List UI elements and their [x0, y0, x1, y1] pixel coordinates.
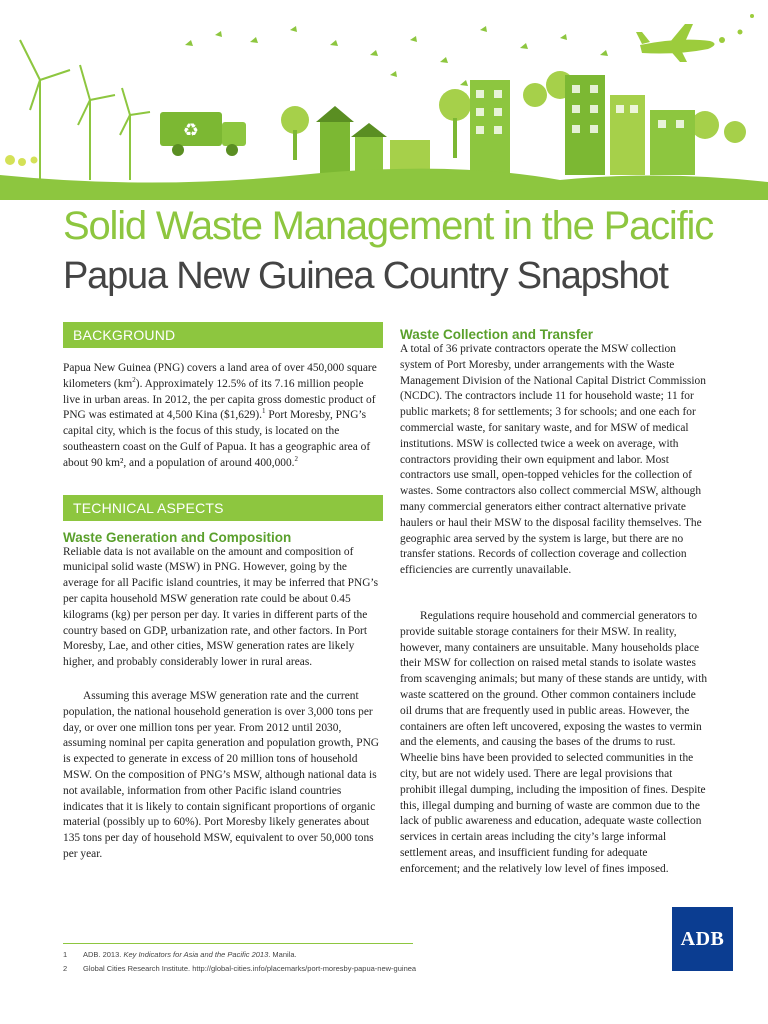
flower-icon: [719, 14, 754, 43]
footnote-divider: [63, 943, 413, 944]
banner-illustration: [0, 0, 768, 200]
svg-text:♻: ♻: [182, 120, 200, 141]
buildings-decoration: [316, 75, 695, 175]
waste-generation-paragraph-2: Assuming this average MSW generation rate and the current population, the national household generation is over 3,000 tons per day, or over one million tons per year. From 2012 until 2030, assuming nominal per capita generation and population growth, PNG is expected to generate in excess of 20 million tons of household MSW. On the composition of PNG’s MSW, although national data is not available, information from other Pacific island countries indicates that it is likely to contain significant proportions of organic material (possibly up to 60%). Port Moresby likely generates about 135 tons per day of household MSW, equivalent to over 50,000 tons per year.: [63, 689, 380, 860]
wind-turbine-icon: [20, 40, 150, 180]
waste-collection-paragraph-2: Regulations require household and commercial generators to provide suitable storage containers for their MSW. In reality, however, many containers are unsuitable. Many households place their MSW for collection on raised metal stands to isolate wastes from scavenging animals; but many of these stands are untidy, with waste scattered on the ground. Other common containers include oil drums that are frequently used in public areas. However, the containers are often left uncovered, exposing the wastes to vermin and the elements, and causing the bases of the drums to rust. Wheelie bins have been provided to selected communities in the city, but are not widely used. There are legal provisions that prohibit illegal dumping, including the imposition of fines. Despite this, illegal dumping and burning of waste are common due to the lack of public awareness and education, adequate waste collection services in certain areas including the city’s large informal settlement areas, and insufficient funding for adequate enforcement; and the relatively low level of fines imposed.: [400, 609, 708, 875]
document-title: Solid Waste Management in the Pacific: [63, 204, 714, 248]
recycling-truck-icon: [160, 112, 246, 156]
footnote-2: 2 Global Cities Research Institute. http://global-cities.info/placemarks/port-moresby-papua-new-guinea: [63, 964, 417, 973]
adb-logo: ADB: [672, 907, 733, 971]
sunflowers-decoration: [5, 155, 38, 166]
waste-collection-subheading: Waste Collection and Transfer: [400, 327, 594, 342]
birds-decoration: [185, 26, 608, 86]
background-heading: BACKGROUND: [63, 322, 383, 348]
background-paragraph: Papua New Guinea (PNG) covers a land area of over 450,000 square kilometers $(km^2)$. Approximately 12.5% of its 7.16 million people live in urban areas. In 2012, the per capita gross domestic product of PNG was estimated at 4,500 Kina ($1,629).$^1$ Port Moresby, PNG’s capital city, which is the focus of this study, is located on the southeastern coast on the Gulf of Papua. It has a geographic area of about 90 km², and a population of around 400,000.$^2$: [63, 362, 377, 469]
footnote-link[interactable]: Global Cities Research Institute. http://global-cities.info/placemarks/port-moresby-papua-new-guinea: [83, 964, 417, 973]
footnote-1: 1 ADB. 2013. Key Indicators for Asia and the Pacific 2013. Manila.: [63, 950, 297, 959]
waste-generation-subheading: Waste Generation and Composition: [63, 529, 292, 545]
waste-collection-paragraph-1: A total of 36 private contractors operate the MSW collection system of Port Moresby, under arrangements with the Waste Management Division of the National Capital District Commission (NCDC). The contractors include 11 for household waste; 11 for public markets; 8 for settlements; 3 for schools; and one each for commercial waste, for sanitary waste, and for MSW of medical institutions. MSW is collected twice a week on average, with contractors providing their own equipment and labor. Most contractors use small, open-topped vehicles for the collection of wastes. Some contractors also collect commercial MSW, although many commercial generators either contract alternative private haulers or haul their MSW to the disposal facility themselves. The geographic area served by the system is large, but there are no transfer stations. Records of collection coverage and collection efficiencies are currently unavailable.: [400, 343, 706, 577]
footnote-ref[interactable]: 1: [262, 407, 266, 416]
waste-generation-paragraph-1: Reliable data is not available on the amount and composition of municipal solid waste (MSW) in PNG. However, going by the average for all Pacific island countries, it may be inferred that PNG’s per capita household MSW generation rate could be about 0.45 kilograms (kg) per person per day. It varies in different parts of the country based on GDP, urbanization rate, and other factors. In Port Moresby, Lae, and other cities, MSW generation rates are likely higher, and probably considerably lower in rural areas.: [63, 545, 379, 669]
footnotes: [63, 950, 416, 978]
airplane-icon: [636, 24, 715, 62]
document-subtitle: Papua New Guinea Country Snapshot: [63, 255, 668, 297]
technical-aspects-heading: TECHNICAL ASPECTS: [63, 495, 383, 521]
left-column: [63, 322, 383, 863]
footnote-ref[interactable]: 2: [294, 454, 299, 463]
right-column: [400, 322, 710, 878]
